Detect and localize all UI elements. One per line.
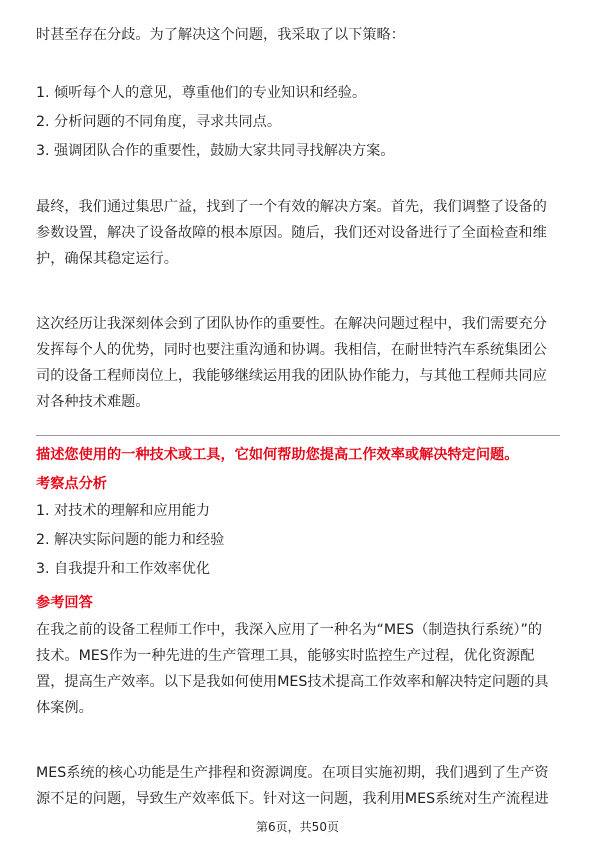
question-heading: 描述您使用的一种技术或工具，它如何帮助您提高工作效率或解决特定问题。 (36, 447, 519, 463)
analysis-heading: 考察点分析 (36, 476, 107, 492)
text-line: MES系统的核心功能是生产排程和资源调度。在项目实施初期，我们遇到了生产资 (36, 765, 549, 781)
text-line: 最终，我们通过集思广益，找到了一个有效的解决方案。首先，我们调整了设备的 (36, 199, 547, 215)
list-item: 3. 自我提升和工作效率优化 (36, 561, 211, 577)
list-item: 2. 分析问题的不同角度，寻求共同点。 (36, 114, 282, 130)
page-number: 第6页，共50页 (256, 820, 339, 834)
text-line: 对各种技术难题。 (36, 394, 150, 410)
answer-paragraph-2 (36, 760, 560, 812)
text-line: 参数设置，解决了设备故障的根本原因。随后，我们还对设备进行了全面检查和维 (36, 225, 547, 241)
text-line: 护，确保其稳定运行。 (36, 251, 178, 267)
text-line: 这次经历让我深刻体会到了团队协作的重要性。在解决问题过程中，我们需要充分 (36, 316, 547, 332)
text-line: 司的设备工程师岗位上，我能够继续运用我的团队协作能力，与其他工程师共同应 (36, 368, 547, 384)
text-line: 在我之前的设备工程师工作中，我深入应用了一种名为“MES（制造执行系统）”的 (36, 622, 543, 638)
list-item: 2. 解决实际问题的能力和经验 (36, 532, 225, 548)
text-line: 置，提高生产效率。以下是我如何使用MES技术提高工作效率和解决特定问题的具 (36, 674, 549, 690)
strategy-list (36, 79, 560, 166)
text-line: 源不足的问题，导致生产效率低下。针对这一问题，我利用MES系统对生产流程进 (36, 791, 549, 807)
outcome-paragraph (36, 194, 560, 272)
text-line: 技术。MES作为一种先进的生产管理工具，能够实时监控生产过程，优化资源配 (36, 648, 535, 664)
intro-line: 时甚至存在分歧。为了解决这个问题，我采取了以下策略： (36, 27, 405, 43)
text-line: 体案例。 (36, 700, 93, 716)
analysis-list (36, 497, 560, 584)
section-divider (36, 435, 560, 436)
list-item: 1. 对技术的理解和应用能力 (36, 503, 211, 519)
text-line: 发挥每个人的优势，同时也要注重沟通和协调。我相信，在耐世特汽车系统集团公 (36, 342, 547, 358)
list-item: 3. 强调团队合作的重要性，鼓励大家共同寻找解决方案。 (36, 143, 395, 159)
answer-paragraph-1 (36, 617, 560, 721)
reflection-paragraph (36, 311, 560, 415)
list-item: 1. 倾听每个人的意见，尊重他们的专业知识和经验。 (36, 85, 367, 101)
answer-heading: 参考回答 (36, 595, 93, 611)
